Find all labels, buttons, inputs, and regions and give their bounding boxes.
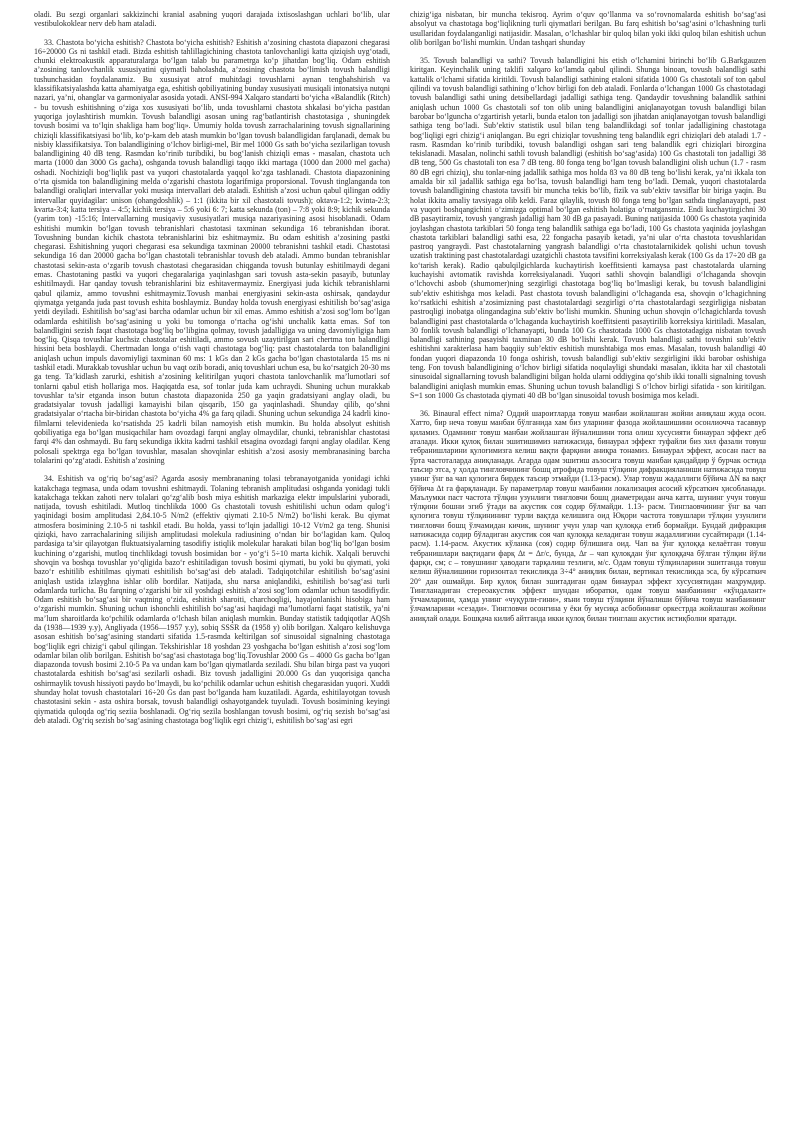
paragraph-35-loudness-level: 35. Tovush balandligi va sathi? Tovush balandligini his etish o‘lchamini birinchi bo‘lib G.Barkgauzen kiritgan. Keyinchalik uning taklifi xalqaro ko‘lamda qabul qilindi. Shunga binoan, tovush balandligi sathi kattalik o‘lchami sifatida kiritildi. Tovush balandligi sathining etaloni sifatida 1000 Gs chastotali sof ton qabul qilindi va tovush balandligi sathining o‘lchov birligi fon deb ataladi. Fonlarda o‘lchangan 1000 Gs chastotadagi tovush balandligi sathi uning detsibellardagi jadalligi sathiga teng. Qandaydir tovushning balandlik sathini aniqlash uchun 1000 Gs chastotali sof ton olib uning balandligini aniqlanayotgan tovush balandligi bilan barobar bo‘lguncha o‘zgartirish yetarli, bunda etalon ton jadalligi son jihatdan aniqlanayotgan tovush balandligi sathiga teng bo‘ladi. Sub’ektiv statistik usul bilan teng balandlikdagi sof tonlar jadalligining chastotaga bog‘liqligi egri chizig‘i aniqlangan. Bu egri chiziqlar tovushning teng balandlik egri chiziqlari deb ataladi 1.7 - rasm. Rasmdan ko‘rinib turibdiki, tovush balandligi oshgan sari teng balandlik egri chiziqlari birozgina tekislanadi. Masalan, nolinchi sathli tovush balandligi (eshitish bo‘sag‘asida) 100 Gs chastotali ton jadalligi 38 dB teng, 500 Gs chastotali ton esa 7 dB teng. 80 fonga teng bo‘lgan tovush balandligini olish uchun (1.7 - rasm 80 dB egri chiziq), shu tonlar-ning jadallik sathiga mos holda 83 va 80 dB teng bo‘lishi kerak, ya’ni ikkala ton amalda bir xil jadallik sathiga ega bo‘lsa, tovush balandligi ham teng bo‘ladi. Demak, yuqori chastotalarda tovush balandligining chastota tavsifi bir muncha tekis bo‘lib, fizik va sub’ektiv tavsiflar bir biriga yaqin. Bu holat ikkita amaliy tavsiyaga olib keldi. Faraz qilaylik, tovush 80 fonga teng bo‘lgan sathda tinglanayapti, past va yuqori boshqangichini o‘zimizga optimal bo‘lgan eshitish holatiga o‘rnatgansmiz. Endi kuchaytirgichni 30 dB pasaytiramiz, tovush yangrash jadalligi ham 30 dB ga pasayadi. Buning natijasida 1000 Gs chastota yaqinida joylashgan chastota tarkiblari 50 fonga teng balandlik sathiga ega bo‘ladi, 100 Gs chastota yaqinida joylashgan chastota tarkiblari balandligi sathi esa, 22 fongacha pasayib ketadi, ya’ni ular o‘rta chastota tovushlaridan pastroq yangraydi. Past chastotalarning yangrash balandligi o‘rta chastotalarnikidek qolishi uchun tovush uzatish traktining past chastotalardagi uzatgichli chastota tavsifini korreksiyalash kerak (100 Gs da 17÷20 dB ga ko‘tarish kerak). Radio qabulqilgichlarda kuchaytirish koeffitsienti kamaysa past chastotalarda ularning kuchayishi avtomatik ravishda korreksiyalanadi. Yuqori sathli shovqin balandligi o‘lchaganda shovqin o‘lchovchi asbob (shumomer)ning sezgirligi chastotaga bog‘liq bo‘lmasligi kerak, bu tovush balandligini sub’ektiv eshitishga mos keladi. Past chastota tovush balandligini o‘lchaganda esa, shovqin o‘lchagichning ko‘rsatkichi eshitish a’zosimizning past chastotalardagi sezgirligi o‘rta chastotalardagi sezgirligiga nisbatan pastroqligi inobatga olingandagina sub’ektiv bo‘lishi mumkin. Shuning uchun shovqin o‘lchagichlarda tovush balandligini past chastotalarda o‘lchaganda kuchaytirish koeffitsienti pasaytirilib korreksiya kiritiladi. Masalan, 30 fonlik tovush balandligi o‘lchanayapti, bunda 100 Gs chastotada 1000 Gs chastotadagiga nisbatan tovush balandligi sathining pasayishi taxminan 30 dB bo‘lishi kerak. Tovush balandligi sathi tovushni sub’ektiv eshitishni xarakterlasa ham baqqiiy sub’ektiv eshitish munshtabiga mos emas. Masalan, tovush balandligi 40 fondan yuqori diapazonda 10 fonga oshirish, tovush balandligi sub’ektiv sezgirligini ikki barobar oshishiga teng. Fon tovush balandligining o‘lchov birligi sifatida noqulayligi shundaki masalan, ikkita har xil chastotali sinusoidal signallarning tovush balandligini bilgan holda ularni oddiygina qo‘shib ikki tonalli signalning tovush balandligini aniqlash mumkin emas. Shuning uchun tovush balandligi S o‘lchov birligi sifatida - son kiritilgan. S=1 son 1000 Gs chastotada qiymati 40 dB bo‘lgan sinusoidal tovush bosimiga mos keladi. bbox=[410, 56, 766, 400]
paragraph-gap bbox=[34, 465, 390, 474]
paragraph-33-frequency-hearing: 33. Chastota bo‘yicha eshitish? Chastota bo‘yicha eshitish? Eshitish a’zosining chastota diapazoni chegarasi 16÷20000 Gs ni tashkil etadi. Bizda eshitish tahlillagichining chastota tanlovchanligi katta qiziqish uyg‘otadi, chunki elektroakustik apparaturalarga bo‘lgan talab bu parametrga ko‘p jihatdan bog‘liq. Odam eshitish a’zosining tanlovchanlik xususiyatini qiymatli baholashda, a’zosining chastota bo‘limish tovush balandligi tushunchasidan foydalanamiz. Bu xususiyat atrof muhitdagi tovushlarni aynan tengbahshirish va klassifikatsiyalashda katta ahamiyatga ega, eshitish qobiliyatining bunday xususiyati musiqali intonatsiya nutqni nazari, ya’ni, ohanglar va garmoniyalar asosida yotadi. ANSI-994 Xalqaro standarti bo‘yicha «Balandlik (Ritch) - bu tovush eshitishning o‘ziga xos xususiyati bo‘lib, unda tovushlarni chastota shkalasi bo‘yicha pastdan yuqoriga joylashtirish mumkin. Tovush balandligi asosan uning rag‘batlantirish chastotasiga , shuningdek tovush bosimi va to‘lqin shakliga ham bog‘liq». Umumiy holda tovush zarrachalarining tovush signallarining chiziqli klassifikatsiyasi bo‘lib, ko‘p-kam deb atash mumkin bo‘lgan tovush balandligidan farqlanadi, demak bu nisbiy klassifikatsiya. Ton balandligining o‘lchov birligi-mel, Bir mel 1000 Gs sath bo‘yicha sezilarligan tovush balandligining 40 dB teng. Rasmdan ko‘rinib turibdiki, bu bog‘lanish chiziqli emas - masalan, chastota uch marta (1000 dan 3000 Gs gacha), oshganda tovush balandligi taqqo ikki martaga (1000 dan 2000 mel gacha) oshadi. Nochiziqli bog‘liqlik past va yuqori chastotalarda yaqqol ko‘zga tashlanadi. Chastota diapazonining o‘rta qismida ton balandligining melda o‘zgarishi chastota logarifmiga proporsional. Tovush tinglanganda ton balandligi oraliqlari intervallar yoki musiqa intervallari deb ataladi. Eshitish a’zosi uchun qabul qilingan oddiy intervallar quyidagilar: unison (ohangdoshlik) – 1:1 (ikkita bir xil chastotali tovush); oktava-1:2; kvinta-2:3; kvarta-3:4; katta tersiya – 4:5; kichik tersiya – 5:6 yoki 6: 7; katta sekunda (ton) – 7:8 yoki 8:9; kichik sekunda (yarim ton) -15:16; Intervallarning musiqaviy xususiyatlari musiqa nazariyasining asosi hisoblanadi. Odam eshitishi mumkin bo‘lgan tovush tebranishlari chastotasi taxminan sekundiga 16 tebranishdan iborat. Tovushning bundan kichik chastota tebranishlarini biz eshitmaymiz. Bu odam eshitish a’zosining pastki chegarasi. Eshitishning yuqori chegarasi esa sekundiga taxminan 20000 tebranishni tashkil etadi. Chastotasi sekundiga 16 dan 20000 gacha bo‘lgan chastotali tebranishlar tovush deb ataladi. Ammo bundan tebranishlar chastotasi sekin-asta o‘zgarib tovush chastotasi chegarasidan chiqganda tovush butunlay eshitilmaydi degani emas. Chastotaning pastki va yuqori chegaralariga yaqinlashgan sari tovush asta-sekin pasayib, butunlay eshitilmaydi. Har qanday tovush tebranishlarini biz eshitavermaymiz. Energiyasi juda kichik tebranishlarni qabul qilamiz, ammo tovushni eshitmaymiz.Tovush manbai energiyasini sekin-asta oshirsak, qandaydur qiymatga yetganda juda past tovush eshita boshlaymiz. Bunday holda tovush energiyasi eshitilish bo‘sag‘asiga yetdi deyiladi. Eshitilish bo‘sag‘asi barcha odamlar uchun bir xil emas. Ammo eshitish a’zosi sog‘lom bo‘lgan odamlarda eshitilish bo‘sag‘asining u yoki bu tomonga o‘rtacha og‘ishi unchalik katta emas. Sof ton balandligini sezish faqat chastotaga bog‘liq bo‘libgina qolmay, tovush jadalligiga va uning davomiyligiga ham bog‘liq. Qisqa tovushlar kuchsiz chastotalar eshitiladi, ammo sovush uzaytirilgan sari chertma ton balandligi hissini beta boshlaydi. Chertmadan longa o‘tish vaqti chastotaga bog‘liq: past chastotalarda ton balandligini aniqlash uchun impuls davomiyligi taxminan 60 ms: 1 kGs dan 2 kGs gacha bo‘lgan chastotalarda 15 ms ni tashkil etadi. Murakkab tovushlar uchun bu vaqt ozib boradi, aniq tovushlari uchun esa, bu ko‘rsatgich 20-30 ms ga teng. Ta’kidlash zarurki, eshitish a’zosining kelitirilgan yuqori chastota tanlovchanlik ma’lumotlari sof tonlarni qabul etish hollariga mos. Haqiqatda esa, sof tonlar juda kam uchraydi. Shuning uchun murakkab tovushlar ta’sir etganda inson butun chastota diapazonida 250 ga yaqin gradatsiyani anglay oladi, bu gradatsiyalar tovush jadalligi kamayishi bilan qisqarib, 150 ga yaqinlashadi. Shunday qilib, qo‘shni gradatsiyalar o‘rtacha bir-biridan chastota bo‘yicha 4% ga farq qiladi. Shuning uchun sekundiga 24 kadrli kino-filmlarni televidenieda ko‘rsatishda 25 kadrli bilan namoyish etish mumkin. Bu holda absolyut eshitish qobiliyatiga ega bo‘lgan musiqachilar ham ovozdagi farqni anglay olmaydilar, chunki, tebranishlar chastotasi farqi 4% dan oshmaydi. Bu farq sekundiga ikkita kadrni tashkil etsagina ovozdagi farqni anglay oladilar. Keng polosali spektrga ega bo‘lgan tovushlar, masalan shovqinlar eshitish a’zosi asosiy membranasining barcha tolalarini qo‘zg‘atadi. Eshitish a’zosining bbox=[34, 37, 390, 465]
paragraph-36-binaural-effect: 36. Binaural effect nima? Оддий шароитларда товуш манбаи жойлашган жойни аниқлаш жуда осон. Хатто, бир неча товуш манбаи бўлганида хам биз уларнинг фазода жойлашишини осонлиочча тасаввур қиламиз. Одамнинг товуш манбаи жойлашган йўналишини топа олиш хусусияти бинаурал эффект деб аталади. Икки қулоқ билан эшитишимиз натижасида, бинаурал эффект туфайли биз хил фазали товуш тебранишларини қулоғимизга келиш вақти фарқини аниқра тонамиз. Бинаурал эффект, асосан паст ва ўрта частоталарда аниқланади. Агарда одам эшитиш аъзосига товуш манбаи қандайдир ў бурчак остида таъсир этса, у ҳолда тингловчининг бошц атрофида товуш тўлқини дифракцияланиши натижасида товуш унинг ўнг ва чап қулоғига бирдек таъсир этмайди (1.13-расм). Улар товуш жадаллиги бўйича ΔN ва вақт бўйича Δt га фарқланади. Бу параметрлар товуш манбаини локализация асосий кўрсаткич ҳисобланади. Маълумки паст частота тўлқин узунлиги тингловчи бошц диаметридан анча катта, шунинг учун товуш тўлқини бошни эгиб ўтади ва акустик соя содир бўлмайди. 1.13- расм. Тинглаовчининг ўнг ва чап қулоғига товуш тўлқинининг турли вақтда келишига оид Юқори частота товушлари тўлқин узунлиги тингловчи бошц ўлчамидан кичик, шунинг учун улар чап қулоққа етиб бормайди. Бундай дифракция натижасида содир бўладиган акустик соя чап қулоққа келадиган товуш жадаллигини сусайтиради (1.14-расм). 1.14-расм. Акустик кўланка (соя) содир бўлишига оид. Чап ва ўнг қулоққа келаётган товуш тебранишлари вақтидаги фарқ Δt = Δr/c, бунда, Δr – чап қулоқдан ўнг қулоққача бўлган тўлқин йўли фарқи, см; c – товушнинг ҳаводаги тарқалиш тезлиги, м/с. Одам товуш тўлқинларини эшитганда товуш келиш йўналишини горизонтал текисликда 3÷4° аниқлик билан, вертикал текисликда эса, бу кўрсаткич 20° дан ошмайди. Бир қулоқ билан эшитадиган одам бинаурал эффект хусусиятидан маҳрумдир. Тингланадиган стереоакустик эффект шундан иборатки, одам товуш манбаининг «кўндалант» ўтчамларини, ҳамда унинг «чуқурли-гини», яъни товуш тўлқини йўналиши бўйича товуш манбаининг ўлчамларини «сезади». Тингловчи осонгина у ёки бу мусиқа асбобининг оркестрда жойлашган жойини аниқлай олади. Бошқача килиб айтганда икки қулоқ билан тинглаш акустик истиқболни яратади. bbox=[410, 409, 766, 623]
paragraph-gap bbox=[410, 400, 766, 409]
paragraph-continuation: chizig‘iga nisbatan, bir muncha tekisroq. Ayrim o‘quv qo‘llanma va so‘rovnomalarda eshitish bo‘sag‘asi absolyut va chastotaga bog‘liqlikning turli qiymatlari berilgan. Bu farq eshitish bo‘sag‘asini o‘lchashning turli usullaridan foydalanganligi natijasidir. Masalan, o‘lchashlar bir quloq bilan yoki ikki quloq bilan eshitish uchun olib borilgan bo‘lishi mumkin. Undan tashqari shunday bbox=[410, 10, 766, 47]
paragraph-gap bbox=[410, 47, 766, 56]
paragraph-gap bbox=[34, 29, 390, 38]
paragraph-34-hearing-pain-threshold: 34. Eshitish va og‘riq bo‘sag‘asi? Agarda asosiy membrananing tolasi tebranayotganida yonidagi ichki katakchaga tegmasa, unda odam tovushni eshitmaydi. Tolaning tebranish amplitudasi oshganda yonidagi tukli katakchaga tekkan zahoti nerv tolalari qo‘zg‘alib bosh miya eshitish markaziga elektr impulslarini yuboradi, natijada, tovush eshitiladi. Mutloq tinchlikda 1000 Gs chastotali tovush eshitilishi uchun odam qulog‘i yaqinidagi bosim amplitudasi 2,84.10-5 N/m2 (effektiv qiymati 2.10-5 N/m2) bo‘lishi kerak. Bu qiymat atmosfera bosimining 2.10-5 ni tashkil etadi. Bu holda, yassi to‘lqin jadalligi 10-12 Vt/m2 ga teng. Shunisi qiziqki, havo zarrachalarining silijish amplitudasi molekula radiusining o‘ndan bir bo‘lagidan kam. Quloq pardasiga ta’sir qilayotgan fluktuatsiyalarning tasodifiy istiqlik molekular harakati bilan bog‘liq bo‘lgan bosim kuchining o‘zgarishi, mutloq tinchlikdagi tovush bosimidan bor - yo‘g‘i 5÷10 marta kichik. Xalqali beruvchi shovqin va boshqa tovushlar yo‘qligida bazo‘r eshitiladigan tovush bosimi qiymati, bu yoki bu qiymati, yoki bazo‘r eshitilib eshitilmas qiymati eshitilish bo‘sag‘asi deb ataladi. Tadqiqotchilar eshitilish bo‘sag‘asini aniqlash ustida izlayghna ishlar olib bordilar. Natijada, shu narsa aniqlandiki, eshitilish bo‘sag‘asi turli odamlarda turlicha. Bu farqning o‘zgarishi bir xil yoshdagi eshitish a’zosi sog‘lom odamlar uchun tasodifiydir. Odam eshitish bo‘sag‘asi bir vaqtning o‘zida, eshitish sharoiti, charchoqligi, hayajonlanishi hisobiga ham o‘zgarishi mumkin. Shuning uchun ishonchli eshitilish bo‘sag‘asi haqidagi ma’lumotlarni faqat statistik, ya’ni ma’lum sharoitlarda ko‘pchilik odamlarda o‘lchash bilan aniqlash mumkin. Bunday statistik tadqiqotlar AQSh da (1938—1939 y.y), Angliyada (1956—1957 y.y), sobiq SSSR da (1958 y) olib borilgan. Xalqaro kelishuvga asosan eshitish bo‘sag‘asining standarti sifatida 1.5-rasmda keltirilgan sof sinusoidal signalning chastotaga bog‘liqlik egri chizig‘i qabul qilingan. Tekshirishlar 18 yoshdan 23 yoshgacha bo‘lgan eshitish a’zosi sog‘lom odamlar bilan olib borilgan. Eshitish bo‘sag‘asi chastotaga bog‘liq.Tovushlar 2000 Gs – 4000 Gs gacha bo‘lgan diapazonda tovush bosimi 2.10-5 Pa va undan kam bo‘lgan qiymatlarda seziladi. Shu bilan birga past va yuqori chastotalarda eshitish bo‘sag‘asi sezilarli oshadi. Biz tovush jadalligini 20.000 Gs dan yuqorisiga qancha oshirmaylik tovush hissiyoti paydo bo‘lmaydi, bu ko‘pchilik odamlar uchun eshitish chegarasidan yuqori. Xuddi shunday holat tovush chastotalari 16÷20 Gs dan past bo‘lganda ham kuzatiladi. Agarda, eshitilayotgan tovush chastotasini sekin - asta oshira borsak, tovush balandligi oshayotgandek tuyuladi. Tovush bosimining keyingi qiymatida quloqda og‘riq seziia boshlanadi. Og‘riq sezila boshlangan tovush bosimi, og‘riq sezish bo‘sag‘asi deb ataladi. Og‘riq sezish bo‘sag‘asining chastotaga bog‘liqlik egri chizig‘i, eshitilish bo‘sag‘asi egri bbox=[34, 474, 390, 725]
paragraph-intro: oladi. Bu sezgi organlari sakkizinchi kranial asabning yuqori darajada ixtisoslashgan uchlari bo‘lib, ular vestibulokoklear nerv deb ham ataladi. bbox=[34, 10, 390, 29]
document-page bbox=[34, 10, 766, 1120]
right-column bbox=[410, 10, 766, 1120]
left-column bbox=[34, 10, 390, 1120]
